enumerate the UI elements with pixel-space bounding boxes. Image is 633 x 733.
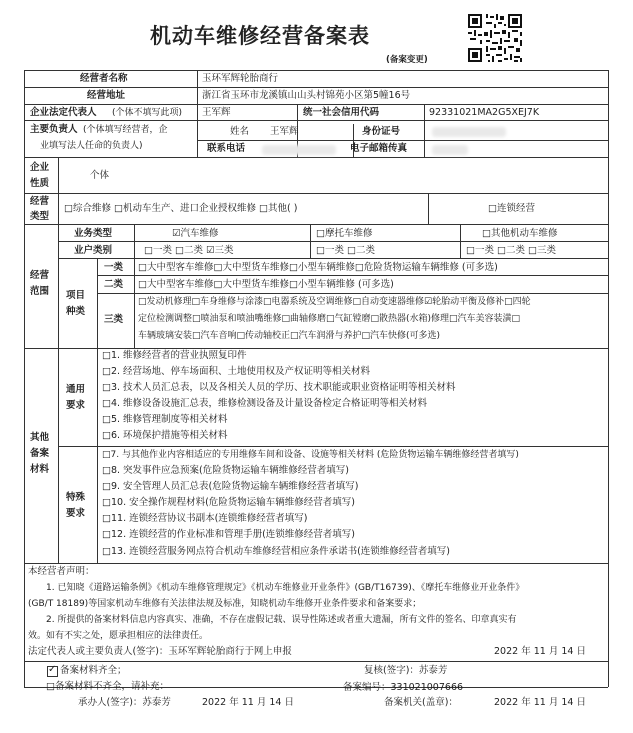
business-type-options: □综合维修 □机动车生产、进口企业授权维修 □其他( ) [64,203,298,214]
special-requirements-label-1: 特殊 [66,492,86,503]
legal-rep-value: 王军辉 [202,107,231,118]
email-redacted [432,145,468,155]
enterprise-nature-value: 个体 [90,170,110,181]
scope-label-2: 范围 [30,286,50,297]
special-item: □7. 与其他作业内容相适应的专用维修车间和设备、设施等相关材料 (危险货物运输车辆维修经营者填写) [102,450,519,460]
operator-name-value: 玉环军辉轮胎商行 [202,73,279,84]
special-item: □13. 连锁经营服务网点符合机动车维修经营相应条件承诺书(连锁维修经营者填写) [102,546,451,557]
project-label-2: 种类 [66,306,86,317]
enterprise-nature-label-2: 性质 [30,178,50,189]
document-subtitle: (备案变更) [386,55,428,65]
principal-note-1: (个体填写经营者，企 [83,125,168,135]
household-category-label: 业户类别 [74,245,113,256]
special-item: □9. 安全管理人员汇总表(危险货物运输车辆维修经营者填写) [102,481,359,492]
reviewer-signature: 复核(签字)：苏泰芳 [364,665,448,676]
materials-label-2: 备案 [30,448,50,459]
email-label: 电子邮箱传真 [350,143,408,154]
principal-note-2: 业填写法人任命的负责人) [40,141,143,151]
legal-rep-label: 企业法定代表人 [30,107,97,118]
phone-redacted [262,145,336,155]
handler-date: 2022 年 11 月 14 日 [202,697,294,708]
auto-classes: □一类 □二类 ☑三类 [144,245,234,256]
document-title: 机动车维修经营备案表 [150,23,370,48]
credit-code-value: 92331021MA2G5XEJ7K [429,107,540,118]
name-sub-value: 王军辉 [270,126,299,137]
operator-name-label: 经营者名称 [80,73,128,84]
special-item: □10. 安全操作规程材料(危险货物运输车辆维修经营者填写) [102,497,356,508]
declaration-signer: 法定代表人或主要负责人(签字)：玉环军辉轮胎商行于网上申报 [28,646,292,657]
general-item: □5. 维修管理制度等相关材料 [102,414,228,425]
business-type-label-2: 类型 [30,211,50,222]
moto-classes: □一类 □二类 [316,245,375,256]
special-requirements-label-2: 要求 [66,508,86,519]
other-classes: □一类 □二类 □三类 [466,245,556,256]
declaration-date: 2022 年 11 月 14 日 [494,646,586,657]
name-sub-label: 姓名 [230,126,250,137]
principal-label: 主要负责人 [30,124,78,135]
general-item: □4. 维修设备设施汇总表，维修检测设备及计量设备检定合格证明等相关材料 [102,398,428,409]
materials-complete: 备案材料齐全； [60,665,127,676]
phone-label: 联系电话 [207,143,246,154]
auto-repair-option: ☑汽车维修 [172,228,219,239]
enterprise-nature-label-1: 企业 [30,162,50,173]
materials-label-3: 材料 [30,464,50,475]
class1-options: □大中型客车维修□大中型货车维修□小型车辆维修□危险货物运输车辆维修 (可多选) [138,262,498,273]
class3-options-line3: 车辆玻璃安装□汽车音响□传动轴校正□汽车润滑与养护□汽车快修(可多选) [138,331,441,341]
credit-code-label: 统一社会信用代码 [303,107,380,118]
general-item: □3. 技术人员汇总表，以及各相关人员的学历、技术职能或职业资格证明等相关材料 [102,382,456,393]
checkmark-icon: ✓ [48,664,57,675]
business-category-label: 业务类型 [74,228,113,239]
materials-label-1: 其他 [30,432,50,443]
declaration-line2: (GB/T 18189)等国家机动车维修有关法律法规及标准，知晓机动车维修开业条件要求和备案要求； [28,599,422,609]
class2-label: 二类 [104,279,124,290]
project-label-1: 项目 [66,290,86,301]
special-item: □8. 突发事件应急预案(危险货物运输车辆维修经营者填写) [102,465,349,476]
general-requirements-label-2: 要求 [66,400,86,411]
authority-seal: 备案机关(盖章)： [384,697,458,708]
special-item: □12. 连锁经营的作业标准和管理手册(连锁维修经营者填写) [102,529,356,540]
class2-options: □大中型客车维修□大中型货车维修□小型车辆维修 (可多选) [138,279,394,290]
authority-date: 2022 年 11 月 14 日 [494,697,586,708]
business-type-label-1: 经营 [30,196,50,207]
general-item: □6. 环境保护措施等相关材料 [102,430,228,441]
class3-options-line2: 定位检测调整□喷油泵和喷油嘴维修□曲轴修磨□气缸镗磨□散热器(水箱)修理□汽车美容装潢□ [138,314,521,324]
chain-operation-option: □连锁经营 [488,203,535,214]
general-item: □1. 维修经营者的营业执照复印件 [102,350,247,361]
declaration-line3: 2. 所提供的备案材料信息内容真实、准确，不存在虚假记载、误导性陈述或者重大遗漏，所有文件的签名、印章真实有 [46,615,517,625]
general-item: □2. 经营场地、停车场面积、土地使用权及产权证明等相关材料 [102,366,371,377]
class1-label: 一类 [104,262,124,273]
moto-repair-option: □摩托车维修 [316,228,373,239]
handler-signature: 承办人(签字)：苏泰芳 [78,697,171,708]
class3-label: 三类 [104,314,124,325]
class3-options-line1: □发动机修理□车身维修与涂漆□电器系统及空调维修□自动变速器维修☑轮胎动平衡及修补□四轮 [138,297,531,307]
id-number-redacted [432,127,506,137]
declaration-heading: 本经营者声明： [28,566,95,577]
scope-label-1: 经营 [30,270,50,281]
other-repair-option: □其他机动车维修 [482,228,558,239]
record-number: 备案编号：331021007666 [343,682,464,693]
general-requirements-label-1: 通用 [66,384,86,395]
materials-incomplete: □备案材料不齐全，请补充： [46,681,169,692]
legal-rep-note: (个体不填写此项) [112,108,183,118]
id-number-label: 身份证号 [362,126,401,137]
declaration-line1: 1. 已知晓《道路运输条例》《机动车维修管理规定》《机动车维修业开业条件》(GB/T16739)、《摩托车维修业开业条件》 [46,583,525,593]
special-item: □11. 连锁经营协议书副本(连锁维修经营者填写) [102,513,308,524]
operator-address-label: 经营地址 [87,90,126,101]
qr-code [466,12,524,64]
declaration-line4: 效。如有不实之处，愿承担相应的法律责任。 [28,631,209,641]
operator-address-value: 浙江省玉环市龙溪镇山山头村锦苑小区第5幢16号 [202,90,411,101]
